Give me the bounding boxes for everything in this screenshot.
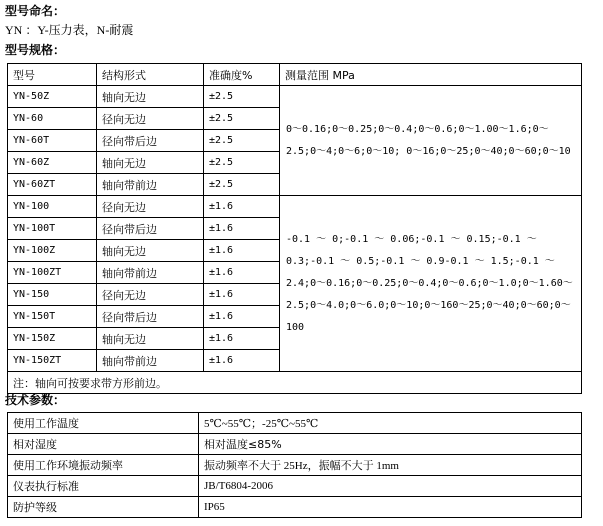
- accuracy-cell: ±2.5: [204, 108, 280, 130]
- header-model: 型号: [8, 64, 97, 86]
- model-cell: YN-150ZT: [8, 350, 97, 372]
- accuracy-cell: ±2.5: [204, 174, 280, 196]
- tech-params-table: [7, 412, 582, 518]
- model-spec-table: [7, 63, 582, 394]
- table-row: [8, 476, 582, 497]
- accuracy-cell: ±1.6: [204, 196, 280, 218]
- model-cell: YN-60Z: [8, 152, 97, 174]
- range-cell-group-2: -0.1 ～ 0;-0.1 ～ 0.06;-0.1 ～ 0.15;-0.1 ～ 0.3;-0.1 ～ 0.5;-0.1 ～ 0.9-0.1 ～ 1.5;-0.1 ～ 2.4;0～0.16;0～0.25;0～0.4;0～0.6;0～1.0;0～1.60～2.5;0～4.0;0～6.0;0～10;0～160～25;0～40;0～60;0～100: [280, 196, 582, 372]
- structure-cell: 轴向带前边: [97, 174, 204, 196]
- model-cell: YN-100T: [8, 218, 97, 240]
- naming-text: YN ：Y-压力表，N-耐震: [5, 23, 134, 37]
- model-cell: YN-150Z: [8, 328, 97, 350]
- param-cell: 仪表执行标准: [8, 476, 199, 497]
- value-cell: 振动频率不大于 25Hz，振幅不大于 1mm: [199, 455, 582, 476]
- structure-cell: 径向带后边: [97, 130, 204, 152]
- structure-cell: 径向无边: [97, 108, 204, 130]
- accuracy-cell: ±2.5: [204, 86, 280, 108]
- header-structure: 结构形式: [97, 64, 204, 86]
- range-cell-group-1: 0～0.16;0～0.25;0～0.4;0～0.6;0～1.00～1.6;0～2.5;0～4;0～6;0～10; 0～16;0～25;0～40;0～60;0～10: [280, 86, 582, 196]
- header-range: 测量范围 MPa: [280, 64, 582, 86]
- note-row: [8, 372, 582, 394]
- table-row: [8, 413, 582, 434]
- param-cell: 使用工作环境振动频率: [8, 455, 199, 476]
- model-cell: YN-100: [8, 196, 97, 218]
- value-cell: JB/T6804-2006: [199, 476, 582, 497]
- header-row: [8, 64, 582, 86]
- structure-cell: 轴向带前边: [97, 350, 204, 372]
- structure-cell: 轴向无边: [97, 240, 204, 262]
- note-text: 注：轴向可按要求带方形前边。: [8, 372, 582, 394]
- param-cell: 使用工作温度: [8, 413, 199, 434]
- accuracy-cell: ±2.5: [204, 130, 280, 152]
- structure-cell: 径向无边: [97, 196, 204, 218]
- accuracy-cell: ±1.6: [204, 218, 280, 240]
- table-row: [8, 455, 582, 476]
- accuracy-cell: ±2.5: [204, 152, 280, 174]
- model-cell: YN-150T: [8, 306, 97, 328]
- accuracy-cell: ±1.6: [204, 240, 280, 262]
- spec-title: 型号规格：: [5, 43, 66, 57]
- structure-cell: 轴向无边: [97, 152, 204, 174]
- accuracy-cell: ±1.6: [204, 350, 280, 372]
- table-row: [8, 196, 582, 218]
- model-cell: YN-60ZT: [8, 174, 97, 196]
- structure-cell: 径向带后边: [97, 306, 204, 328]
- structure-cell: 径向带后边: [97, 218, 204, 240]
- structure-cell: 轴向无边: [97, 328, 204, 350]
- structure-cell: 轴向无边: [97, 86, 204, 108]
- accuracy-cell: ±1.6: [204, 262, 280, 284]
- value-cell: 5℃~55℃；-25℃~55℃: [199, 413, 582, 434]
- model-cell: YN-150: [8, 284, 97, 306]
- model-cell: YN-60: [8, 108, 97, 130]
- value-cell: 相对温度≤85%: [199, 434, 582, 455]
- header-accuracy: 准确度%: [204, 64, 280, 86]
- naming-title: 型号命名：: [5, 4, 66, 18]
- table-row: [8, 86, 582, 108]
- model-cell: YN-100ZT: [8, 262, 97, 284]
- tech-title: 技术参数：: [5, 393, 66, 407]
- model-cell: YN-100Z: [8, 240, 97, 262]
- accuracy-cell: ±1.6: [204, 328, 280, 350]
- structure-cell: 轴向带前边: [97, 262, 204, 284]
- model-cell: YN-50Z: [8, 86, 97, 108]
- table-row: [8, 497, 582, 518]
- accuracy-cell: ±1.6: [204, 306, 280, 328]
- accuracy-cell: ±1.6: [204, 284, 280, 306]
- table-row: [8, 434, 582, 455]
- param-cell: 防护等级: [8, 497, 199, 518]
- model-cell: YN-60T: [8, 130, 97, 152]
- structure-cell: 径向无边: [97, 284, 204, 306]
- value-cell: IP65: [199, 497, 582, 518]
- param-cell: 相对湿度: [8, 434, 199, 455]
